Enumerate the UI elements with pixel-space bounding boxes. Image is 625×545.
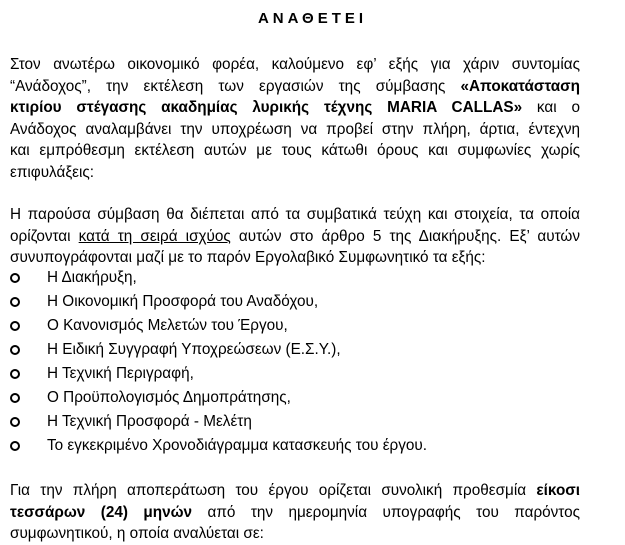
project-title-bold: «Αποκατάσταση bbox=[460, 77, 580, 95]
list-item-text: Ο Προϋπολογισμός Δημοπράτησης, bbox=[47, 389, 291, 406]
section-heading: ΑΝΑΘΕΤΕΙ bbox=[257, 10, 368, 27]
list-item bbox=[10, 338, 590, 362]
paragraph-line bbox=[10, 97, 580, 119]
text-run: Η παρούσα σύμβαση θα διέπεται από τα συμβατικά τεύχη και στοιχεία, τα οποία bbox=[10, 206, 580, 223]
list-item bbox=[10, 314, 590, 338]
text-run: Ανάδοχος αναλαμβάνει την υποχρέωση να προβεί στην πλήρη, άρτια, έντεχνη bbox=[10, 120, 580, 138]
list-item bbox=[10, 266, 590, 290]
paragraph-line bbox=[10, 204, 580, 226]
paragraph-line bbox=[10, 54, 580, 76]
bullet-circle-icon bbox=[10, 273, 20, 283]
list-item-text: Η Τεχνική Περιγραφή, bbox=[47, 365, 194, 382]
bullet-circle-icon bbox=[10, 417, 20, 427]
contract-documents-paragraph bbox=[10, 204, 580, 269]
text-run: και ο bbox=[522, 99, 580, 116]
paragraph-line bbox=[10, 502, 580, 524]
text-run: Για την πλήρη αποπεράτωση του έργου ορίζεται συνολική προθεσμία bbox=[10, 482, 537, 499]
list-item-text: Η Ειδική Συγγραφή Υποχρεώσεων (Ε.Σ.Υ.), bbox=[47, 341, 341, 358]
list-item bbox=[10, 290, 590, 314]
list-item bbox=[10, 386, 590, 410]
assignment-paragraph bbox=[10, 54, 580, 183]
list-item-text: Η Τεχνική Προσφορά - Μελέτη bbox=[47, 413, 252, 430]
precedence-underlined: κατά τη σειρά ισχύος bbox=[78, 227, 231, 245]
deadline-bold: τεσσάρων (24) μηνών bbox=[10, 503, 193, 521]
list-item-text: Το εγκεκριμένο Χρονοδιάγραμμα κατασκευής του έργου. bbox=[47, 437, 428, 454]
paragraph-line bbox=[10, 523, 580, 545]
paragraph-line bbox=[10, 76, 580, 98]
text-run: από την ημερομηνία υπογραφής του παρόντος bbox=[192, 503, 581, 521]
list-item-text: Η Οικονομική Προσφορά του Αναδόχου, bbox=[47, 293, 319, 310]
text-run: συνυπογράφονται μαζί με το παρόν Εργολαβικό Συμφωνητικό τα εξής: bbox=[10, 249, 486, 266]
bullet-circle-icon bbox=[10, 345, 20, 355]
contract-documents-list bbox=[10, 266, 590, 458]
text-run: και εμπρόθεσμη εκτέλεση αυτών με τους κάτωθι όρους και συμφωνίες χωρίς bbox=[10, 142, 580, 159]
text-run: επιφυλάξεις: bbox=[10, 163, 95, 181]
list-item-text: Η Διακήρυξη, bbox=[47, 269, 137, 286]
bullet-circle-icon bbox=[10, 441, 20, 451]
bullet-circle-icon bbox=[10, 321, 20, 331]
paragraph-line bbox=[10, 162, 580, 184]
paragraph-line bbox=[10, 480, 580, 502]
paragraph-line bbox=[10, 226, 580, 248]
bullet-circle-icon bbox=[10, 297, 20, 307]
paragraph-line bbox=[10, 140, 580, 162]
deadline-paragraph bbox=[10, 480, 580, 545]
paragraph-line bbox=[10, 119, 580, 141]
deadline-bold: είκοσι bbox=[536, 482, 580, 499]
list-item bbox=[10, 434, 590, 458]
text-run: Στον ανωτέρω οικονομικό φορέα, καλούμενο εφ’ εξής για χάριν συντομίας bbox=[10, 56, 580, 73]
text-run: ορίζονται bbox=[10, 227, 79, 245]
bullet-circle-icon bbox=[10, 369, 20, 379]
list-item bbox=[10, 410, 590, 434]
list-item bbox=[10, 362, 590, 386]
text-run: συμφωνητικού, η οποία αναλύεται σε: bbox=[10, 525, 264, 542]
project-title-bold: κτιρίου στέγασης ακαδημίας λυρικής τέχνης MARIA CALLAS» bbox=[10, 99, 523, 116]
bullet-circle-icon bbox=[10, 393, 20, 403]
list-item-text: Ο Κανονισμός Μελετών του Έργου, bbox=[47, 317, 288, 334]
text-run: αυτών στο άρθρο 5 της Διακήρυξης. Εξ’ αυτών bbox=[230, 227, 580, 245]
text-run: “Ανάδοχος”, την εκτέλεση των εργασιών της σύμβασης bbox=[10, 77, 461, 95]
